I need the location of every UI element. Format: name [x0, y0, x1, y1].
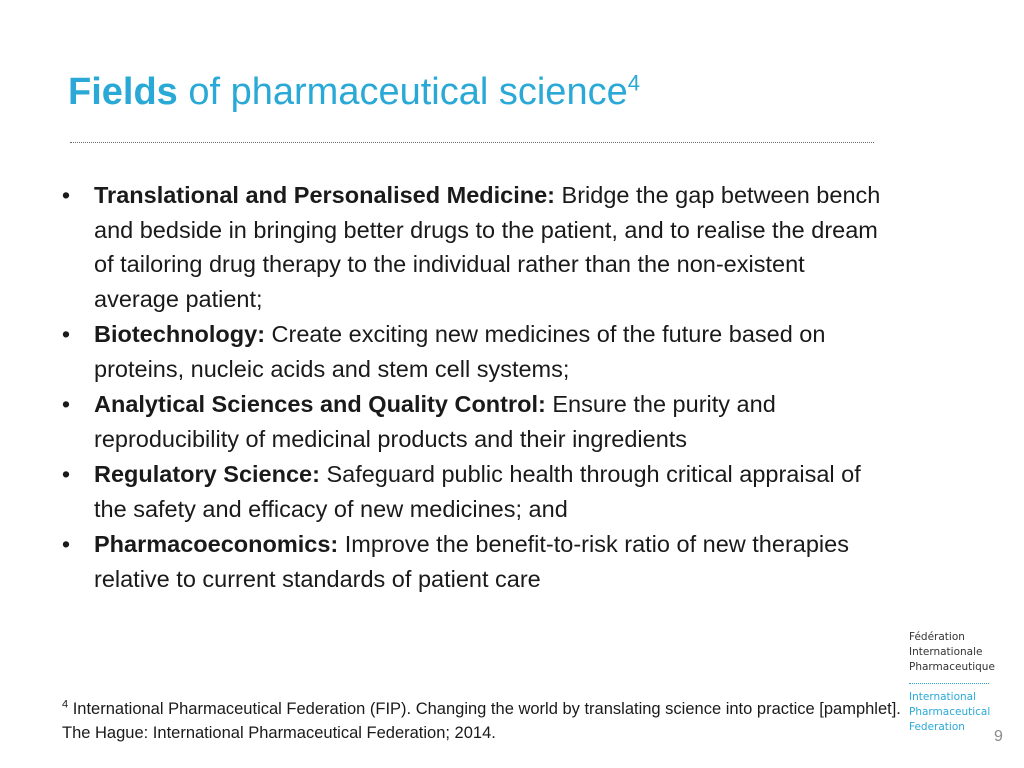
title-divider	[70, 142, 874, 143]
bullet-item	[56, 178, 896, 316]
bullet-text: Safeguard public health through critical appraisal of the safety and efficacy of new medicines; and	[94, 461, 861, 522]
slide-title	[68, 72, 640, 114]
title-reference-marker: 4	[627, 70, 640, 96]
page-number: 9	[994, 728, 1003, 745]
logo-text-en-3: Federation	[909, 721, 965, 733]
bullet-text: Improve the benefit-to-risk ratio of new therapies relative to current standards of patient care	[94, 531, 849, 592]
footnote	[62, 697, 902, 745]
slide-title-rest: of pharmaceutical science	[177, 71, 628, 113]
fip-logo	[909, 630, 999, 735]
logo-text-en-2: Pharmaceutical	[909, 706, 991, 718]
slide-title-bold: Fields	[68, 71, 178, 113]
bullet-text: Ensure the purity and reproducibility of medicinal products and their ingredients	[94, 391, 776, 452]
footnote-reference-marker: 4	[62, 698, 69, 711]
bullet-item	[56, 527, 896, 596]
logo-text-fr-2: Internationale	[909, 646, 983, 658]
bullet-icon: •	[61, 461, 71, 487]
logo-text-fr-3: Pharmaceutique	[909, 661, 995, 673]
bullet-icon: •	[61, 321, 71, 347]
logo-divider	[909, 683, 989, 684]
bullet-term: Biotechnology:	[94, 321, 266, 347]
bullet-term: Pharmacoeconomics:	[94, 531, 339, 557]
bullet-item	[56, 387, 896, 456]
bullet-icon: •	[61, 182, 71, 208]
bullet-term: Translational and Personalised Medicine:	[94, 182, 555, 208]
bullet-term: Regulatory Science:	[94, 461, 320, 487]
bullet-list	[56, 178, 896, 597]
logo-text-en-1: International	[909, 691, 977, 703]
bullet-icon: •	[61, 391, 71, 417]
bullet-term: Analytical Sciences and Quality Control:	[94, 391, 546, 417]
bullet-icon: •	[61, 531, 71, 557]
bullet-text: Bridge the gap between bench and bedside in bringing better drugs to the patient, and to realise the dream of tailoring drug therapy to the individual rather than the non-existent average patient;	[94, 182, 881, 312]
bullet-text: Create exciting new medicines of the future based on proteins, nucleic acids and stem cell systems;	[94, 321, 826, 382]
footnote-text: International Pharmaceutical Federation (FIP). Changing the world by translating science into practice [pamphlet]. The Hague: International Pharmaceutical Federation; 2014.	[62, 700, 901, 742]
bullet-item	[56, 317, 896, 386]
bullet-item	[56, 457, 896, 526]
logo-text-fr-1: Fédération	[909, 631, 965, 643]
